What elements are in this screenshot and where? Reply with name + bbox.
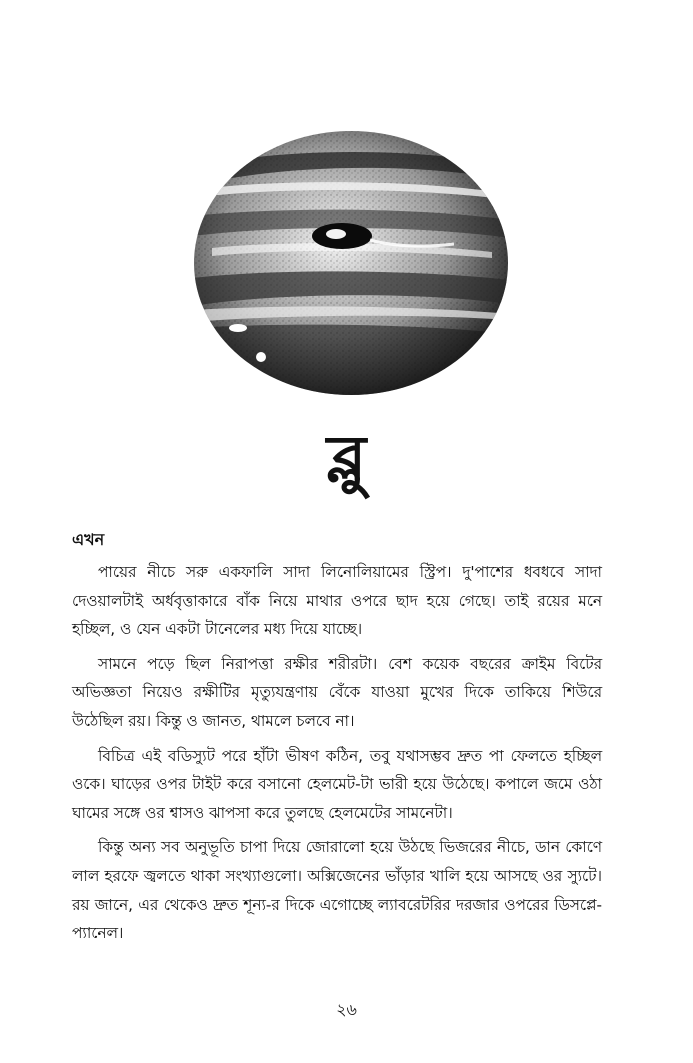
- body-text: [72, 558, 602, 954]
- chapter-title: ব্লু: [326, 421, 367, 494]
- planet-illustration: [192, 128, 510, 398]
- paragraph: পায়ের নীচে সরু একফালি সাদা লিনোলিয়ামের স্ট্রিপ। দু'পাশের ধবধবে সাদা দেওয়ালটাই অর্ধবৃত্তাকারে বাঁক নিয়ে মাথার ওপরে ছাদ হয়ে গেছে। তাই রয়ের মনে হচ্ছিল, ও যেন একটা টানেলের মধ্য দিয়ে যাচ্ছে।: [72, 563, 602, 639]
- paragraph: কিন্তু অন্য সব অনুভূতি চাপা দিয়ে জোরালো হয়ে উঠছে ভিজরের নীচে, ডান কোণে লাল হরফে জ্বলতে থাকা সংখ্যাগুলো। অক্সিজেনের ভাঁড়ার খালি হয়ে আসছে ওর স্যুটে। রয় জানে, এর থেকেও দ্রুত শূন্য-র দিকে এগোচ্ছে ল্যাবরেটরির দরজার ওপরের ডিসপ্লে-প্যানেল।: [72, 838, 602, 943]
- section-label: এখন: [72, 530, 105, 549]
- paragraph: সামনে পড়ে ছিল নিরাপত্তা রক্ষীর শরীরটা। বেশ কয়েক বছরের ক্রাইম বিটের অভিজ্ঞতা নিয়েও রক্ষীটির মৃত্যুযন্ত্রণায় বেঁকে যাওয়া মুখের দিকে তাকিয়ে শিউরে উঠেছিল রয়। কিন্তু ও জানত, থামলে চলবে না।: [72, 654, 602, 730]
- page-number: ২৬: [336, 1000, 357, 1019]
- planet-icon: [192, 128, 510, 398]
- paragraph: বিচিত্র এই বডিস্যুট পরে হাঁটা ভীষণ কঠিন, তবু যথাসম্ভব দ্রুত পা ফেলতে হচ্ছিল ওকে। ঘাড়ের ওপর টাইট করে বসানো হেলমেট-টা ভারী হয়ে উঠেছে। কপালে জমে ওঠা ঘামের সঙ্গে ওর শ্বাসও ঝাপসা করে তুলছে হেলমেটের সামনেটা।: [72, 746, 602, 822]
